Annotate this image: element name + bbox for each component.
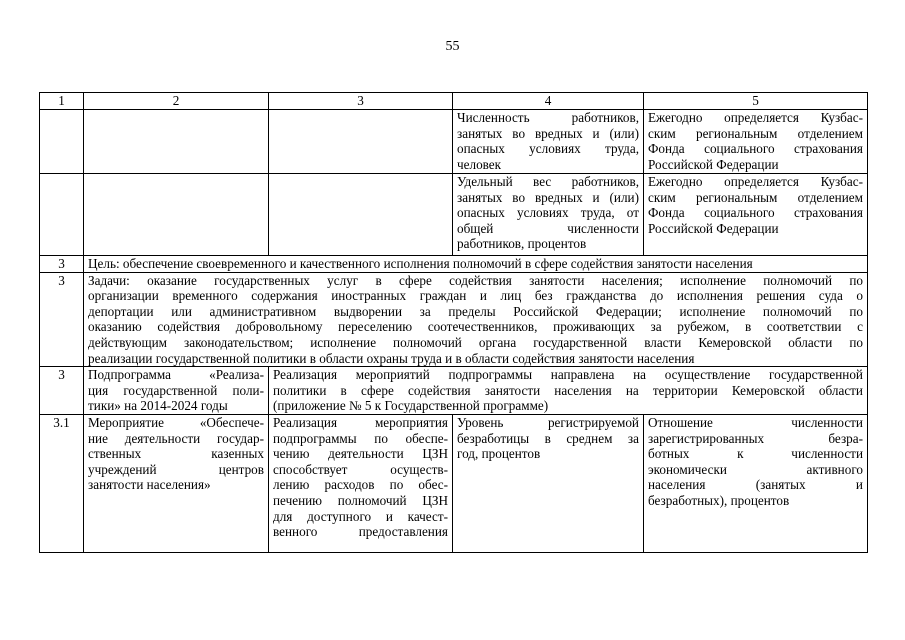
cell-line: населения (занятых и: [648, 477, 863, 493]
table-cell: [269, 174, 453, 256]
cell-line: год, процентов: [457, 446, 541, 462]
cell-line: организации временного содержания иностранных граждан и лиц без гражданства до исполнения решения суда о: [88, 288, 863, 304]
cell-line: депортации или административном выдворении за пределы Российской Федерации; исполнение полномочий по: [88, 303, 863, 319]
table-cell: [269, 110, 453, 174]
cell-line: Российской Федерации: [648, 156, 779, 172]
cell-line: опасных условиях труда, от: [457, 205, 639, 221]
cell-line: реализации государственной политики в области охраны труда и в области содействия занятости населения: [88, 350, 695, 366]
row-number: 3: [40, 256, 84, 273]
subprogram-name: [84, 367, 269, 415]
event-row: [40, 414, 868, 552]
cell-line: подпрограммы по обеспе-: [273, 430, 448, 446]
cell-line: Фонда социального страхования: [648, 205, 863, 221]
cell-line: общей численности: [457, 220, 639, 236]
cell-line: Российской Федерации: [648, 220, 779, 236]
subprogram-row: [40, 367, 868, 415]
cell-line: экономически активного: [648, 461, 863, 477]
table-cell: [40, 110, 84, 174]
cell-line: венного предоставления: [273, 524, 448, 540]
cell-line: ние деятельности государ-: [88, 430, 264, 446]
table-cell: [84, 174, 269, 256]
cell-line: оказанию содействия добровольному переселению соотечественников, проживающих за рубежом, в соответствии с: [88, 319, 863, 335]
cell-line: занятых во вредных и (или): [457, 189, 639, 205]
row-number: 3.1: [40, 414, 84, 552]
header-cell: 3: [269, 93, 453, 110]
cell-line: Ежегодно определяется Кузбас-: [648, 110, 863, 125]
cell-line: ботных к численности: [648, 446, 863, 462]
cell-line: Фонда социального страхования: [648, 141, 863, 157]
cell-line: ским региональным отделением: [648, 189, 863, 205]
event-description: [269, 414, 453, 552]
cell-line: Уровень регистрируемой: [457, 414, 639, 430]
cell-line: чению деятельности ЦЗН: [273, 446, 448, 462]
method-cell: [644, 174, 868, 256]
header-cell: 1: [40, 93, 84, 110]
event-indicator: [453, 414, 644, 552]
cell-line: зарегистрированных безра-: [648, 430, 863, 446]
goal-text: Цель: обеспечение своевременного и качественного исполнения полномочий в сфере содействия занятости населения: [84, 256, 868, 273]
cell-line: тики» на 2014-2024 годы: [88, 398, 228, 414]
table-cell: [84, 110, 269, 174]
header-cell: 4: [453, 93, 644, 110]
cell-line: действующим законодательством; исполнение полномочий органа государственной власти Кемеровской области по: [88, 334, 863, 350]
indicators-table: [39, 92, 868, 553]
cell-line: ственных казенных: [88, 446, 264, 462]
method-cell: [644, 110, 868, 174]
cell-line: опасных условиях труда,: [457, 141, 639, 157]
tasks-row: [40, 272, 868, 367]
cell-line: Подпрограмма «Реализа-: [88, 367, 264, 383]
cell-line: Мероприятие «Обеспече-: [88, 414, 264, 430]
event-method: [644, 414, 868, 552]
cell-line: политики в сфере содействия занятости населения на территории Кемеровской области: [273, 382, 863, 398]
header-cell: 2: [84, 93, 269, 110]
cell-line: Удельный вес работников,: [457, 174, 639, 189]
table-header-row: [40, 93, 868, 110]
cell-line: (приложение № 5 к Государственной программе): [273, 398, 549, 414]
cell-line: способствует осуществ-: [273, 461, 448, 477]
row-number: 3: [40, 367, 84, 415]
cell-line: безработных), процентов: [648, 492, 790, 508]
cell-line: работников, процентов: [457, 236, 587, 252]
cell-line: Задачи: оказание государственных услуг в сфере содействия занятости населения; исполнение полномочий по: [88, 272, 863, 288]
cell-line: занятости населения»: [88, 477, 211, 493]
cell-line: Отношение численности: [648, 414, 863, 430]
cell-line: Реализация мероприятия: [273, 414, 448, 430]
row-number: 3: [40, 272, 84, 367]
tasks-text: [84, 272, 868, 367]
cell-line: учреждений центров: [88, 461, 264, 477]
cell-line: Ежегодно определяется Кузбас-: [648, 174, 863, 189]
cell-line: печению полномочий ЦЗН: [273, 492, 448, 508]
cell-line: Реализация мероприятий подпрограммы направлена на осуществление государственной: [273, 367, 863, 383]
indicator-cell: [453, 174, 644, 256]
cell-line: безработицы в среднем за: [457, 430, 639, 446]
event-name: [84, 414, 269, 552]
cell-line: ским региональным отделением: [648, 125, 863, 141]
indicator-cell: [453, 110, 644, 174]
table-row: [40, 110, 868, 174]
subprogram-text: [269, 367, 868, 415]
cell-line: Численность работников,: [457, 110, 639, 125]
table-cell: [40, 174, 84, 256]
table-row: [40, 174, 868, 256]
cell-line: лению расходов по обес-: [273, 477, 448, 493]
cell-line: занятых во вредных и (или): [457, 125, 639, 141]
cell-line: для доступного и качест-: [273, 508, 448, 524]
cell-line: ция государственной поли-: [88, 382, 264, 398]
page-number: 55: [445, 39, 460, 54]
cell-line: человек: [457, 156, 502, 172]
header-cell: 5: [644, 93, 868, 110]
goal-row: [40, 256, 868, 273]
